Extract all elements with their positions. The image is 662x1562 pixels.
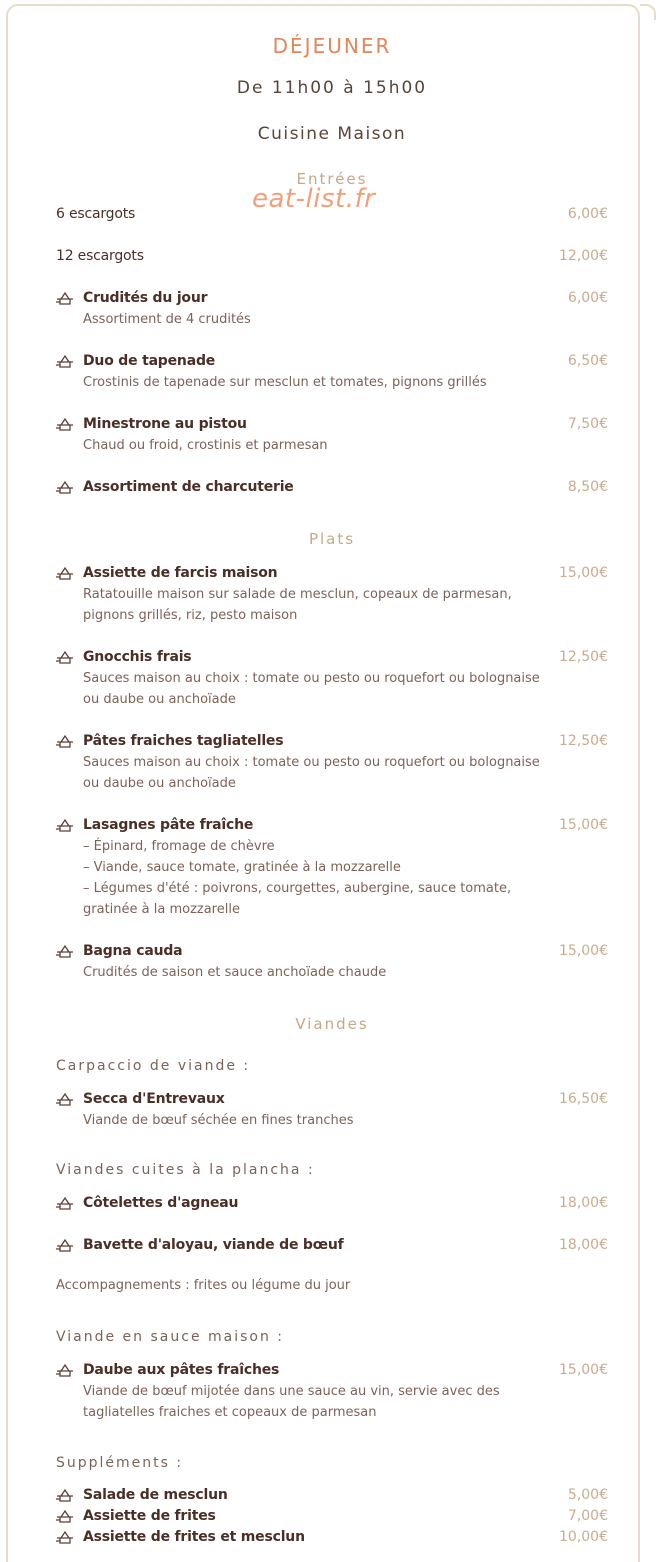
item-price: 7,50€	[567, 416, 608, 432]
homemade-pot-icon	[56, 1092, 74, 1107]
item-price: 12,00€	[559, 248, 608, 264]
item-description: Chaud ou froid, crostinis et parmesan	[83, 438, 328, 453]
item-name: Minestrone au pistou	[83, 416, 247, 432]
item-name: Assortiment de charcuterie	[83, 479, 294, 495]
item-name: Secca d'Entrevaux	[83, 1091, 225, 1107]
item-name: Assiette de frites et mesclun	[83, 1529, 305, 1545]
homemade-pot-icon	[56, 650, 74, 665]
item-price: 6,50€	[567, 353, 608, 369]
subhead-carpaccio: Carpaccio de viande :	[56, 1058, 251, 1074]
homemade-pot-icon	[56, 734, 74, 749]
item-price: 7,00€	[567, 1508, 608, 1524]
menu-item	[56, 815, 608, 920]
homemade-pot-icon	[56, 354, 74, 369]
item-price: 15,00€	[559, 1362, 608, 1378]
item-name: Crudités du jour	[83, 290, 208, 306]
menu-item	[56, 731, 608, 794]
item-price: 15,00€	[559, 943, 608, 959]
section-viandes: Viandes	[295, 1015, 369, 1033]
item-name: Lasagnes pâte fraîche	[83, 817, 254, 833]
item-price: 12,50€	[559, 733, 608, 749]
menu-item	[56, 1193, 608, 1214]
item-description: Viande de bœuf séchée en fines tranches	[83, 1113, 354, 1128]
menu-item	[56, 246, 608, 267]
item-price: 6,00€	[567, 206, 608, 222]
item-name: Duo de tapenade	[83, 353, 216, 369]
item-price: 16,50€	[559, 1091, 608, 1107]
item-description: Ratatouille maison sur salade de mesclun, copeaux de parmesan, pignons grillés, riz, pesto maison	[83, 587, 512, 623]
item-name: Gnocchis frais	[83, 649, 192, 665]
item-name: Bavette d'aloyau, viande de bœuf	[83, 1237, 344, 1253]
item-price: 8,50€	[567, 479, 608, 495]
homemade-pot-icon	[56, 944, 74, 959]
item-price: 18,00€	[559, 1237, 608, 1253]
accompaniments-note: Accompagnements : frites ou légume du jour	[56, 1278, 351, 1293]
section-plats: Plats	[308, 530, 356, 548]
menu-item	[56, 204, 608, 225]
frame-corner	[640, 4, 656, 20]
menu-item	[56, 351, 608, 393]
homemade-pot-icon	[56, 1196, 74, 1211]
homemade-pot-icon	[56, 566, 74, 581]
item-name: Assiette de frites	[83, 1508, 216, 1524]
homemade-pot-icon	[56, 1488, 74, 1503]
menu-item	[56, 288, 608, 330]
item-name: Bagna cauda	[83, 943, 183, 959]
item-name: 6 escargots	[56, 206, 136, 222]
homemade-pot-icon	[56, 417, 74, 432]
item-price: 5,00€	[567, 1487, 608, 1503]
menu-item	[56, 414, 608, 456]
menu-item	[56, 563, 608, 626]
subhead-supplements: Suppléments :	[56, 1455, 184, 1471]
homemade-pot-icon	[56, 291, 74, 306]
item-name: Salade de mesclun	[83, 1487, 228, 1503]
item-price: 15,00€	[559, 565, 608, 581]
menu-item	[56, 477, 608, 498]
supplement-item	[56, 1485, 608, 1506]
homemade-pot-icon	[56, 480, 74, 495]
item-name: Côtelettes d'agneau	[83, 1195, 239, 1211]
subhead-sauce: Viande en sauce maison :	[56, 1329, 285, 1345]
menu-item	[56, 1235, 608, 1256]
supplement-item	[56, 1506, 608, 1527]
item-description: Viande de bœuf mijotée dans une sauce au vin, servie avec des tagliatelles fraiches et copeaux de parmesan	[83, 1384, 500, 1420]
item-name: Pâtes fraiches tagliatelles	[83, 733, 284, 749]
item-description: Crostinis de tapenade sur mesclun et tomates, pignons grillés	[83, 375, 487, 390]
supplement-item	[56, 1527, 608, 1548]
menu-title: DÉJEUNER	[272, 34, 392, 58]
menu-item	[56, 1360, 608, 1423]
item-description: Assortiment de 4 crudités	[83, 312, 251, 327]
subhead-plancha: Viandes cuites à la plancha :	[56, 1162, 315, 1178]
watermark-logo: eat-list.fr	[252, 184, 376, 214]
menu-subtitle: Cuisine Maison	[257, 124, 407, 144]
item-price: 6,00€	[567, 290, 608, 306]
item-description: – Légumes d'été : poivrons, courgettes, aubergine, sauce tomate, gratinée à la mozzarelle	[83, 881, 512, 917]
menu-hours: De 11h00 à 15h00	[236, 78, 428, 98]
homemade-pot-icon	[56, 1509, 74, 1524]
item-description: – Viande, sauce tomate, gratinée à la mozzarelle	[83, 860, 401, 875]
menu-item	[56, 941, 608, 983]
item-price: 18,00€	[559, 1195, 608, 1211]
item-description: – Épinard, fromage de chèvre	[83, 839, 275, 854]
item-price: 15,00€	[559, 817, 608, 833]
homemade-pot-icon	[56, 1363, 74, 1378]
item-description: Sauces maison au choix : tomate ou pesto ou roquefort ou bolognaise ou daube ou anchoïade	[83, 755, 540, 791]
item-description: Crudités de saison et sauce anchoïade chaude	[83, 965, 387, 980]
item-name: Daube aux pâtes fraîches	[83, 1362, 280, 1378]
homemade-pot-icon	[56, 1238, 74, 1253]
item-name: 12 escargots	[56, 248, 144, 264]
menu-item	[56, 1089, 608, 1131]
item-price: 10,00€	[559, 1529, 608, 1545]
item-description: Sauces maison au choix : tomate ou pesto ou roquefort ou bolognaise ou daube ou anchoïade	[83, 671, 540, 707]
section-entrees: Entrées	[296, 170, 368, 188]
menu-item	[56, 647, 608, 710]
item-price: 12,50€	[559, 649, 608, 665]
homemade-pot-icon	[56, 818, 74, 833]
homemade-pot-icon	[56, 1530, 74, 1545]
item-name: Assiette de farcis maison	[83, 565, 278, 581]
